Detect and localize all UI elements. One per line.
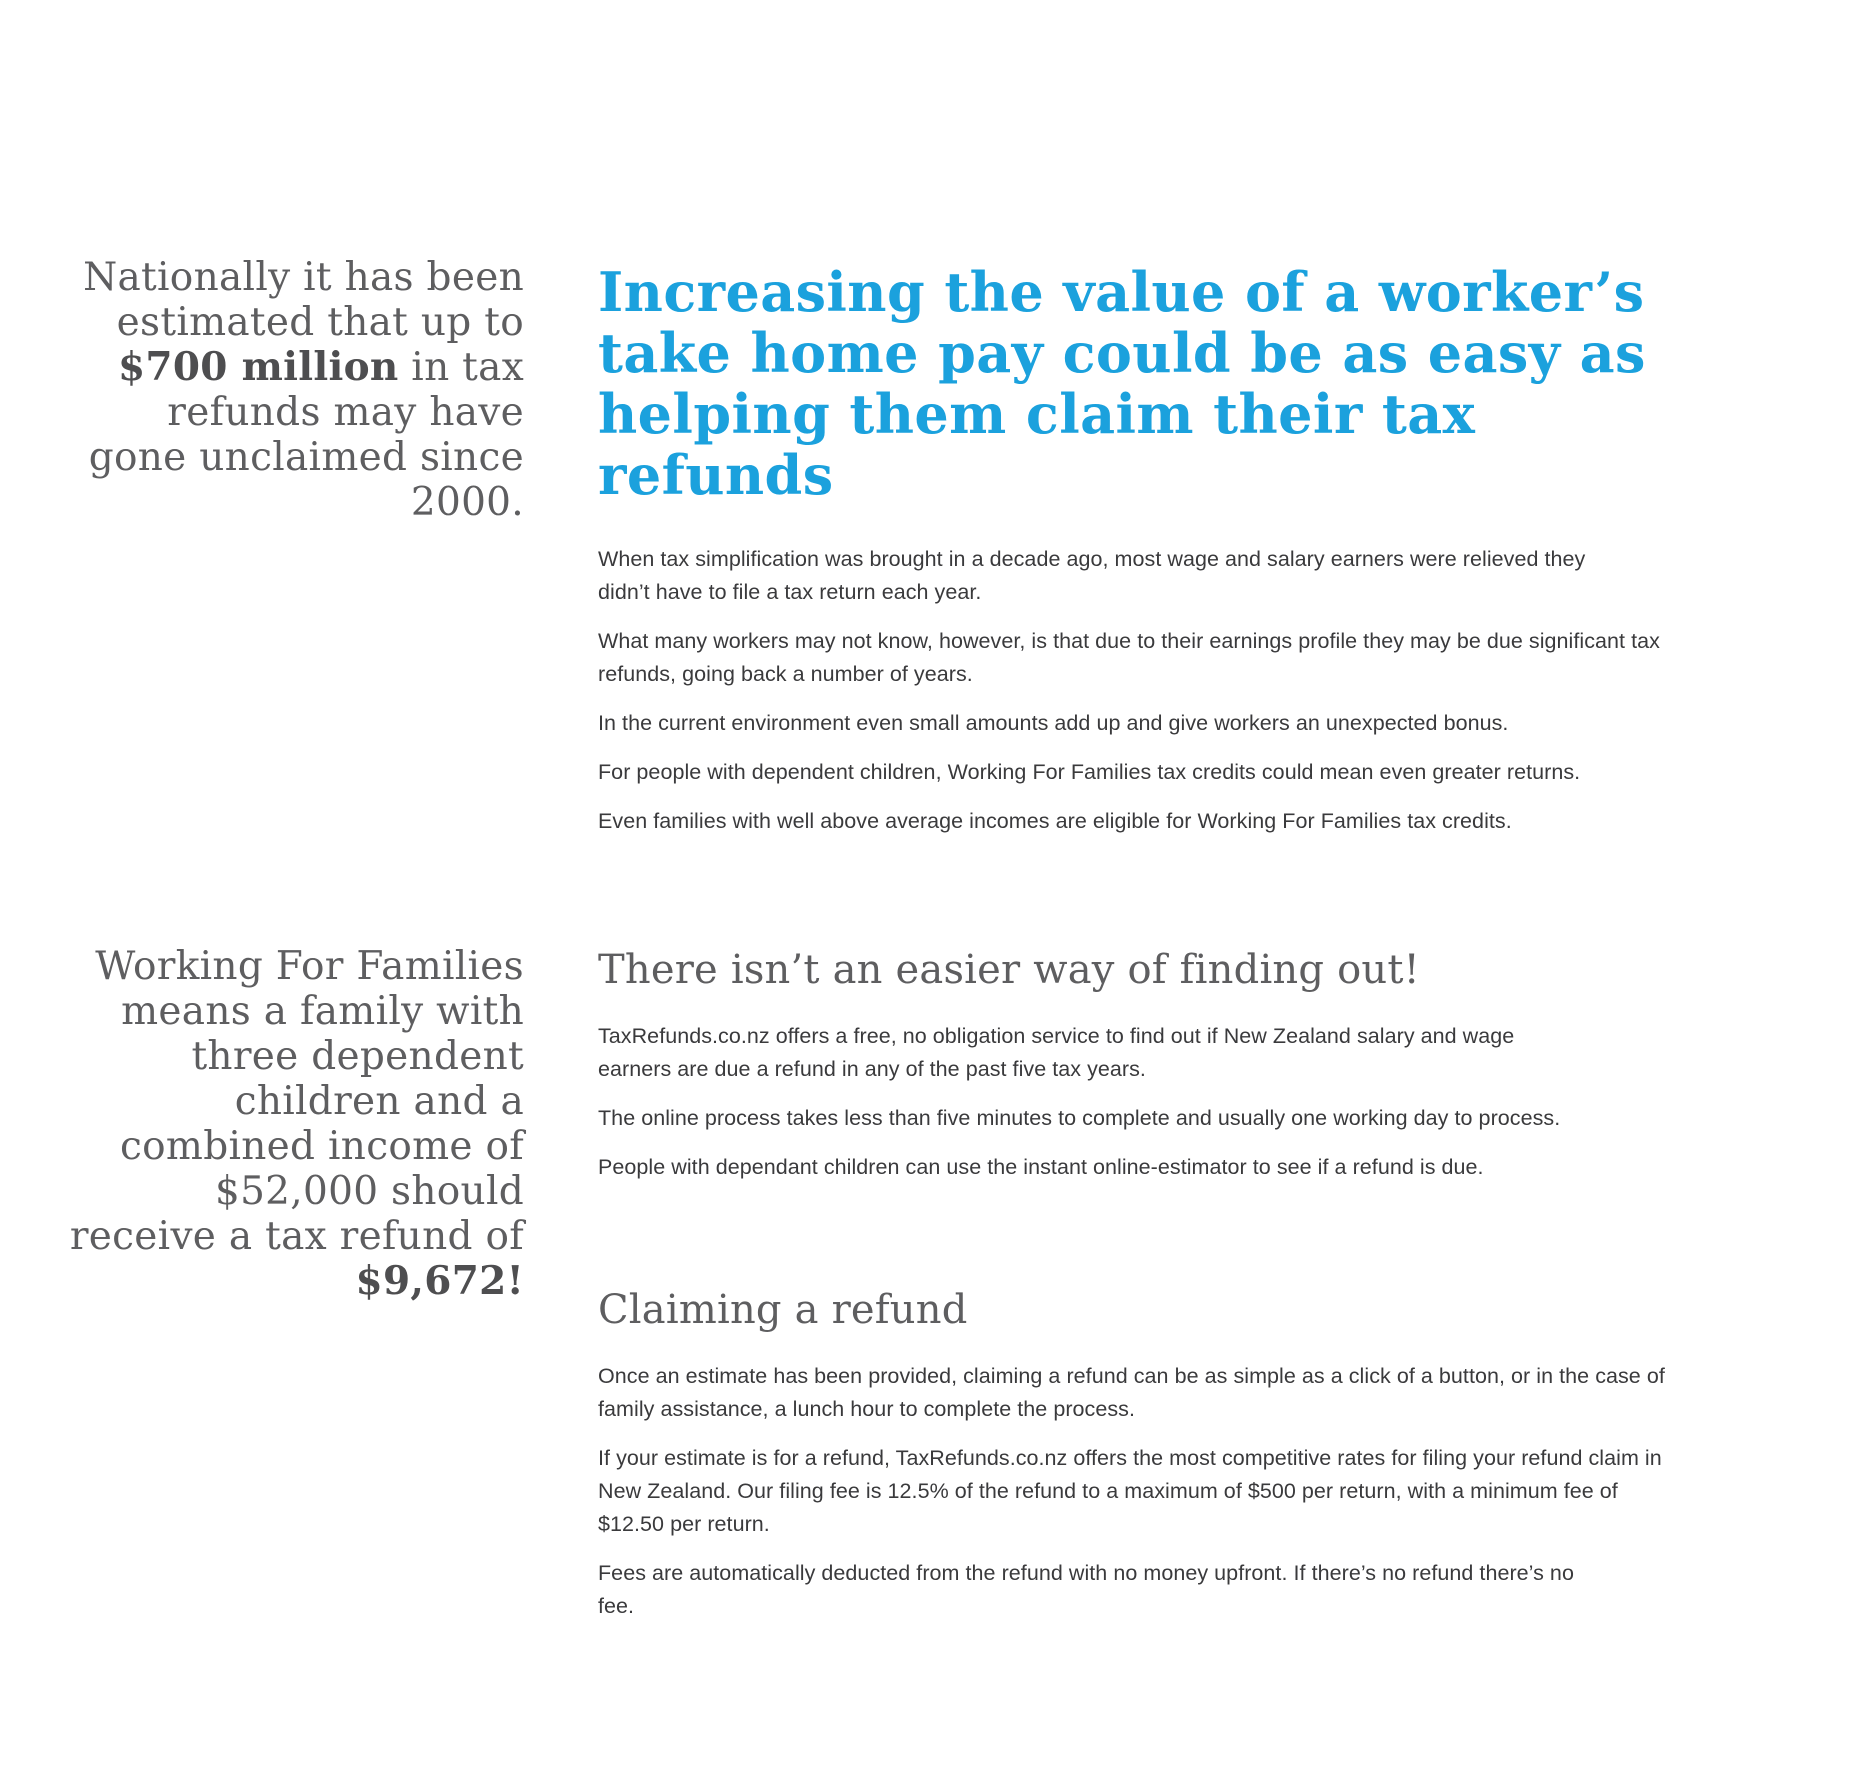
body-paragraph: What many workers may not know, however, is that due to their earnings profile they may be due significant tax refunds, going back a number of years. bbox=[598, 629, 1660, 686]
body-paragraph: Even families with well above average incomes are eligible for Working For Families tax credits. bbox=[598, 809, 1512, 833]
body-paragraph: The online process takes less than five minutes to complete and usually one working day to process. bbox=[598, 1106, 1561, 1130]
pullquote-text: in tax refunds may have gone unclaimed since 2000. bbox=[88, 345, 524, 525]
body-paragraph: If your estimate is for a refund, TaxRefunds.co.nz offers the most competitive rates for filing your refund claim in New Zealand. Our filing fee is 12.5% of the refund to a maximum of $500 per return, with a minimum fee of $12.50 per return. bbox=[598, 1446, 1662, 1536]
easier-way-section bbox=[598, 946, 1688, 1200]
body-paragraph: Fees are automatically deducted from the refund with no money upfront. If there’s no refund there’s no fee. bbox=[598, 1561, 1574, 1618]
body-paragraph: In the current environment even small amounts add up and give workers an unexpected bonus. bbox=[598, 711, 1509, 735]
intro-section bbox=[598, 543, 1688, 854]
pullquote-unclaimed-refunds bbox=[60, 255, 524, 525]
body-paragraph: When tax simplification was brought in a decade ago, most wage and salary earners were relieved they didn’t have to file a tax return each year. bbox=[598, 547, 1586, 604]
body-paragraph: For people with dependent children, Working For Families tax credits could mean even greater returns. bbox=[598, 760, 1581, 784]
section-heading: There isn’t an easier way of finding out! bbox=[598, 947, 1420, 993]
body-paragraph: Once an estimate has been provided, claiming a refund can be as simple as a click of a button, or in the case of family assistance, a lunch hour to complete the process. bbox=[598, 1364, 1665, 1421]
pullquote-text: Working For Families means a family with three dependent children and a combined income of $52,000 should receive a tax refund of bbox=[69, 944, 524, 1259]
pullquote-working-for-families bbox=[60, 944, 524, 1304]
body-paragraph: People with dependant children can use the instant online-estimator to see if a refund is due. bbox=[598, 1155, 1484, 1179]
pullquote-highlight: $9,672! bbox=[355, 1258, 524, 1304]
section-heading: Claiming a refund bbox=[598, 1287, 968, 1333]
pullquote-text: Nationally it has been estimated that up to bbox=[83, 255, 524, 345]
page-headline: Increasing the value of a worker’s take home pay could be as easy as helping them claim their tax refunds bbox=[598, 260, 1646, 507]
claiming-refund-section bbox=[598, 1286, 1688, 1639]
body-paragraph: TaxRefunds.co.nz offers a free, no obligation service to find out if New Zealand salary and wage earners are due a refund in any of the past five tax years. bbox=[598, 1024, 1515, 1081]
pullquote-highlight: $700 million bbox=[117, 344, 399, 390]
